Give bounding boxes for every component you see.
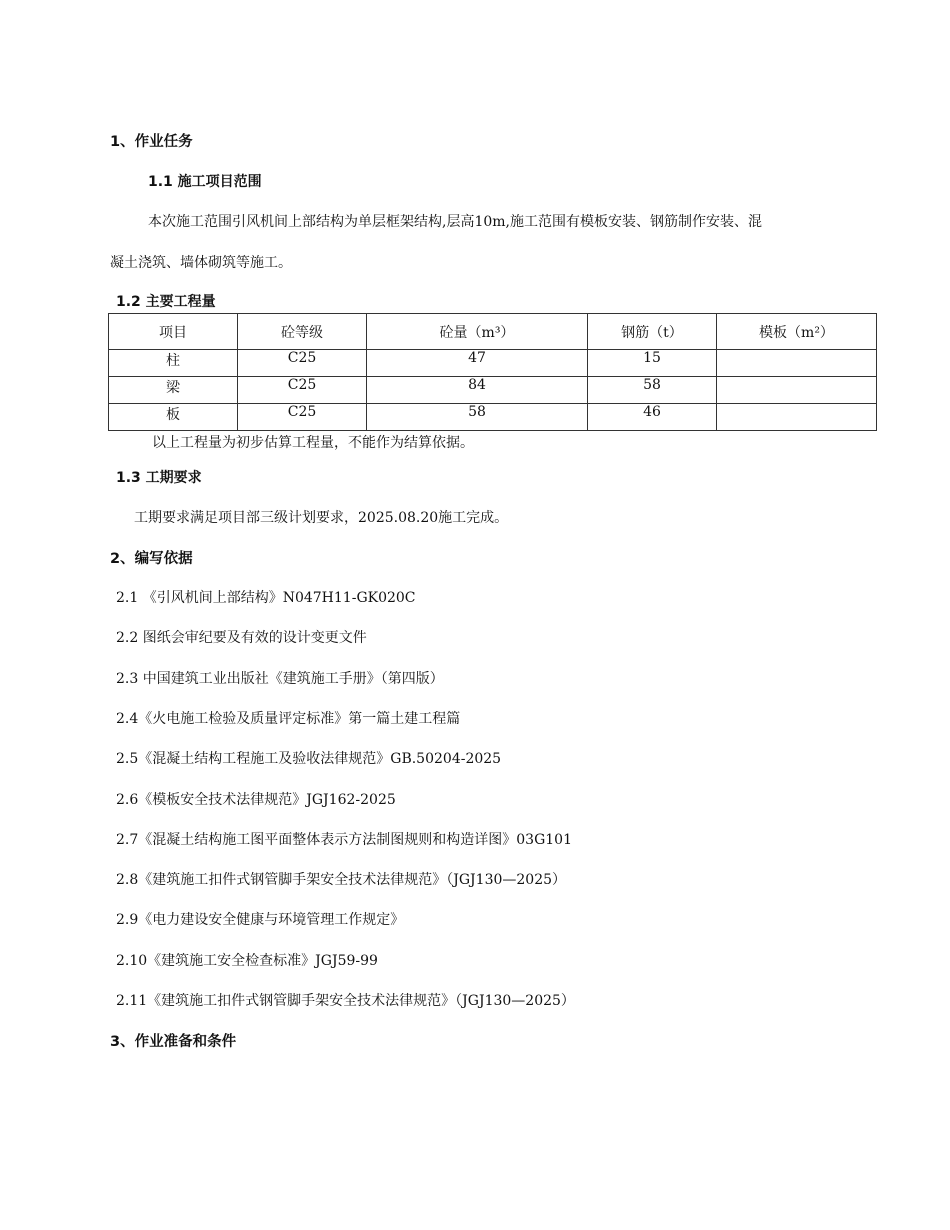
section-1-2-heading: 1.2 主要工程量	[116, 294, 216, 310]
table-cell: 47	[367, 350, 588, 377]
schedule-paragraph: 工期要求满足项目部三级计划要求，2025.08.20施工完成。	[134, 510, 509, 526]
table-cell: 15	[588, 350, 717, 377]
table-cell: 梁	[109, 377, 238, 404]
table-cell: 84	[367, 377, 588, 404]
table-row	[109, 404, 877, 431]
quantities-table	[108, 313, 877, 431]
reference-item: 2.9《电力建设安全健康与环境管理工作规定》	[116, 912, 405, 928]
section-2-heading: 2、编写依据	[110, 551, 193, 567]
scope-paragraph-line-1: 本次施工范围引风机间上部结构为单层框架结构,层高10m,施工范围有模板安装、钢筋制作安装、混	[148, 214, 762, 230]
reference-item: 2.6《模板安全技术法律规范》JGJ162-2025	[116, 792, 396, 808]
table-cell: 板	[109, 404, 238, 431]
reference-item: 2.4《火电施工检验及质量评定标准》第一篇土建工程篇	[116, 711, 461, 727]
table-header-row	[109, 314, 877, 350]
table-header-cell: 砼等级	[238, 314, 367, 350]
quantities-note: 以上工程量为初步估算工程量，不能作为结算依据。	[152, 435, 474, 451]
reference-item: 2.3 中国建筑工业出版社《建筑施工手册》（第四版）	[116, 671, 444, 687]
table-cell	[717, 404, 877, 431]
reference-item: 2.8《建筑施工扣件式钢管脚手架安全技术法律规范》（JGJ130—2025）	[116, 872, 567, 888]
table-cell: C25	[238, 377, 367, 404]
table-cell: 58	[367, 404, 588, 431]
reference-item: 2.2 图纸会审纪要及有效的设计变更文件	[116, 630, 367, 646]
reference-item: 2.1 《引风机间上部结构》N047H11-GK020C	[116, 590, 416, 606]
table-cell: C25	[238, 350, 367, 377]
table-cell: 柱	[109, 350, 238, 377]
section-1-heading: 1、作业任务	[110, 134, 193, 150]
reference-item: 2.7《混凝土结构施工图平面整体表示方法制图规则和构造详图》03G101	[116, 832, 572, 848]
table-cell: 58	[588, 377, 717, 404]
table-cell: C25	[238, 404, 367, 431]
scope-paragraph-line-2: 凝土浇筑、墙体砌筑等施工。	[110, 255, 292, 271]
table-row	[109, 350, 877, 377]
section-1-3-heading: 1.3 工期要求	[116, 470, 202, 486]
reference-item: 2.11《建筑施工扣件式钢管脚手架安全技术法律规范》（JGJ130—2025）	[116, 993, 575, 1009]
table-row	[109, 377, 877, 404]
table-cell	[717, 377, 877, 404]
table-header-cell: 钢筋（t）	[588, 314, 717, 350]
section-1-1-heading: 1.1 施工项目范围	[148, 174, 262, 190]
table-cell: 46	[588, 404, 717, 431]
reference-item: 2.5《混凝土结构工程施工及验收法律规范》GB.50204-2025	[116, 751, 502, 767]
table-header-cell: 砼量（m³）	[367, 314, 588, 350]
table-cell	[717, 350, 877, 377]
table-header-cell: 模板（m²）	[717, 314, 877, 350]
section-3-heading: 3、作业准备和条件	[110, 1034, 237, 1050]
table-header-cell: 项目	[109, 314, 238, 350]
reference-item: 2.10《建筑施工安全检查标准》JGJ59-99	[116, 953, 378, 969]
